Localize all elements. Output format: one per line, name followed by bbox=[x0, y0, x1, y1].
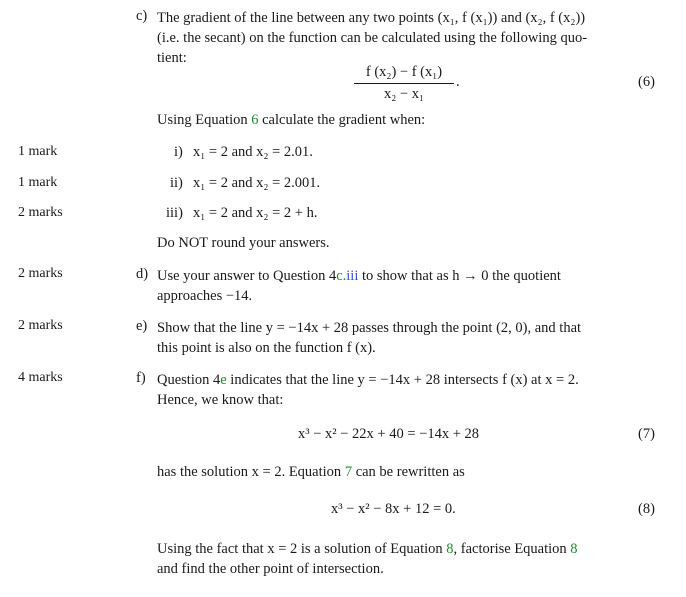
question-4c-link[interactable]: c bbox=[336, 268, 343, 284]
part-e-text bbox=[157, 318, 660, 358]
part-d-line1: Use your answer to Question 4c.iii to show that as h → 0 the quotient bbox=[157, 268, 561, 284]
marks-c-ii: 1 mark bbox=[18, 175, 58, 190]
part-e-label: e) bbox=[136, 318, 148, 334]
question-4c-iii-link[interactable]: iii bbox=[346, 268, 359, 284]
item-c-i-label: i) bbox=[174, 144, 183, 160]
part-c-line2: (i.e. the secant) on the function can be calculated using the following quo- bbox=[157, 30, 588, 46]
marks-e: 2 marks bbox=[18, 318, 63, 333]
part-f-label: f) bbox=[136, 370, 146, 386]
item-c-iii-text: x₁ = 2 and x₂ = 2 + h. bbox=[193, 205, 318, 221]
marks-f: 4 marks bbox=[18, 370, 63, 385]
equation-7-number: (7) bbox=[638, 426, 655, 442]
part-c-line3: tient: bbox=[157, 50, 187, 66]
part-f-final-line1: Using the fact that x = 2 is a solution of Equation 8, factorise Equation 8 bbox=[157, 541, 578, 557]
marks-d: 2 marks bbox=[18, 266, 63, 281]
part-c-prompt: Using Equation 6 calculate the gradient when: bbox=[157, 112, 426, 128]
part-e-line1: Show that the line y = −14x + 28 passes through the point (2, 0), and that bbox=[157, 320, 582, 336]
part-d-line2: approaches −14. bbox=[157, 288, 253, 304]
equation-6-link[interactable]: 6 bbox=[251, 112, 259, 128]
part-e-line2: this point is also on the function f (x). bbox=[157, 340, 376, 356]
item-c-iii-label: iii) bbox=[166, 205, 183, 221]
item-c-ii-label: ii) bbox=[170, 175, 183, 191]
question-4e-link[interactable]: e bbox=[220, 372, 227, 388]
part-f-final-line2: and find the other point of intersection. bbox=[157, 561, 384, 577]
equation-8-number: (8) bbox=[638, 501, 655, 517]
item-c-i-text: x₁ = 2 and x₂ = 2.01. bbox=[193, 144, 313, 160]
part-d-label: d) bbox=[136, 266, 149, 282]
part-c-note: Do NOT round your answers. bbox=[157, 235, 330, 251]
part-d-text bbox=[157, 266, 660, 306]
fraction-numerator: f (x₂) − f (x₁) bbox=[354, 64, 454, 84]
fraction-period: . bbox=[456, 74, 460, 90]
item-c-ii-text: x₁ = 2 and x₂ = 2.001. bbox=[193, 175, 321, 191]
part-f-final bbox=[157, 539, 660, 579]
equation-7: x³ − x² − 22x + 40 = −14x + 28 bbox=[298, 426, 480, 442]
marks-c-i: 1 mark bbox=[18, 144, 58, 159]
equation-8-link-a[interactable]: 8 bbox=[446, 541, 454, 557]
gradient-fraction bbox=[354, 64, 454, 103]
part-f-line2: Hence, we know that: bbox=[157, 392, 284, 408]
equation-8: x³ − x² − 8x + 12 = 0. bbox=[331, 501, 456, 517]
part-c-text bbox=[157, 8, 660, 68]
part-f-text bbox=[157, 370, 660, 410]
equation-7-link[interactable]: 7 bbox=[344, 464, 353, 480]
marks-c-iii: 2 marks bbox=[18, 205, 63, 220]
part-f-after7: has the solution x = 2. Equation 7 can be rewritten as bbox=[157, 464, 465, 480]
part-c-line1: The gradient of the line between any two points (x₁, f (x₁)) and (x₂, f (x₂)) bbox=[157, 10, 586, 26]
fraction-denominator: x₂ − x₁ bbox=[383, 86, 425, 102]
equation-8-link-b[interactable]: 8 bbox=[570, 541, 578, 557]
equation-6-number: (6) bbox=[638, 74, 655, 90]
part-c-label: c) bbox=[136, 8, 148, 24]
part-f-line1: Question 4e indicates that the line y = −14x + 28 intersects f (x) at x = 2. bbox=[157, 372, 579, 388]
